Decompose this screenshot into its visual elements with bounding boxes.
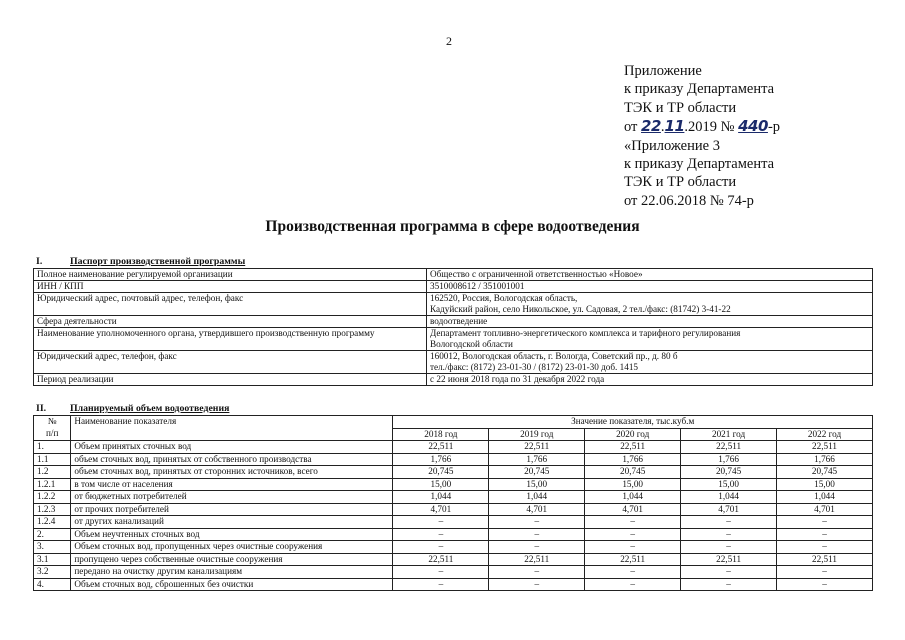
row-value: – — [681, 566, 777, 579]
table-row — [34, 466, 873, 479]
volume-table — [33, 415, 873, 591]
row-value: 20,745 — [777, 466, 873, 479]
passport-row — [34, 269, 873, 281]
row-value: 22,511 — [489, 441, 585, 454]
col-header-year: 2021 год — [681, 428, 777, 441]
row-value: – — [777, 578, 873, 591]
page-number: 2 — [446, 34, 452, 48]
row-value: – — [489, 566, 585, 579]
row-value: 22,511 — [681, 553, 777, 566]
row-value: 22,511 — [393, 441, 489, 454]
appendix-order-line: от 22.11.2019 № 440-р — [624, 117, 781, 136]
section-number: I. — [36, 256, 43, 267]
row-name: Объем сточных вод, пропущенных через очистные сооружения — [71, 541, 393, 554]
row-value: 22,511 — [393, 553, 489, 566]
section-number: II. — [36, 403, 47, 414]
passport-label: Период реализации — [34, 374, 427, 386]
passport-value — [427, 316, 873, 328]
row-value: 4,701 — [585, 503, 681, 516]
row-value: – — [393, 578, 489, 591]
row-name: в том числе от населения — [71, 478, 393, 491]
row-value: – — [393, 528, 489, 541]
passport-value — [427, 351, 873, 374]
order-suffix: -р — [767, 119, 781, 136]
passport-label: Сфера деятельности — [34, 316, 427, 328]
order-year: .2019 № — [684, 119, 735, 136]
passport-table — [33, 268, 873, 386]
row-number: 2. — [34, 528, 71, 541]
col-header-number — [34, 416, 71, 441]
row-number: 3.2 — [34, 566, 71, 579]
row-number: 1.2.3 — [34, 503, 71, 516]
row-value: – — [489, 528, 585, 541]
row-value: – — [489, 541, 585, 554]
passport-value-line: тел./факс: (8172) 23-01-30 / (8172) 23-01-30 доб. 1415 — [430, 362, 639, 372]
passport-value-line: 160012, Вологодская область, г. Вологда, Советский пр., д. 80 б — [430, 351, 678, 361]
table-row — [34, 578, 873, 591]
appendix-line: к приказу Департамента — [624, 81, 775, 98]
appendix-line: Приложение — [624, 63, 702, 79]
passport-row — [34, 374, 873, 386]
row-value: 22,511 — [681, 441, 777, 454]
row-name: Объем принятых сточных вод — [71, 441, 393, 454]
row-value: 15,00 — [489, 478, 585, 491]
passport-label: Юридический адрес, телефон, факс — [34, 351, 427, 374]
col-header-name: Наименование показателя — [71, 416, 393, 441]
row-name: от других канализаций — [71, 516, 393, 529]
row-value: 4,701 — [777, 503, 873, 516]
row-value: 15,00 — [777, 478, 873, 491]
row-value: – — [585, 566, 681, 579]
row-value: 1,766 — [393, 453, 489, 466]
row-value: – — [681, 516, 777, 529]
row-value: 15,00 — [393, 478, 489, 491]
table-row — [34, 528, 873, 541]
row-name: от прочих потребителей — [71, 503, 393, 516]
row-value: 22,511 — [777, 553, 873, 566]
row-name: объем сточных вод, принятых от собственного производства — [71, 453, 393, 466]
col-header-number-line: № — [47, 416, 57, 426]
row-value: 1,044 — [681, 491, 777, 504]
table-row — [34, 441, 873, 454]
row-value: 1,766 — [777, 453, 873, 466]
appendix-line: ТЭК и ТР области — [624, 99, 737, 116]
row-value: – — [777, 528, 873, 541]
row-value: 1,766 — [489, 453, 585, 466]
row-value: – — [393, 566, 489, 579]
row-value: 1,766 — [681, 453, 777, 466]
passport-value-line: Кадуйский район, село Никольское, ул. Садовая, 2 тел./факс: (81742) 3-41-22 — [430, 304, 731, 314]
row-value: 15,00 — [585, 478, 681, 491]
passport-value — [427, 281, 873, 293]
row-value: 20,745 — [681, 466, 777, 479]
table-row — [34, 553, 873, 566]
row-value: – — [393, 516, 489, 529]
row-value: – — [777, 516, 873, 529]
row-number: 4. — [34, 578, 71, 591]
passport-label: Полное наименование регулируемой организации — [34, 269, 427, 281]
passport-value-line: 162520, Россия, Вологодская область, — [430, 293, 578, 303]
row-name: Объем неучтенных сточных вод — [71, 528, 393, 541]
col-header-number-line: п/п — [45, 427, 59, 438]
row-value: 1,044 — [393, 491, 489, 504]
section-heading-volume — [36, 403, 229, 414]
col-header-year: 2022 год — [777, 428, 873, 441]
row-value: – — [585, 578, 681, 591]
row-value: 1,044 — [489, 491, 585, 504]
handwritten-order-number: 440 — [738, 117, 768, 136]
row-value: – — [489, 516, 585, 529]
row-value: – — [585, 541, 681, 554]
row-number: 1. — [34, 441, 71, 454]
row-value: 15,00 — [681, 478, 777, 491]
passport-value-line: с 22 июня 2018 года по 31 декабря 2022 года — [430, 374, 605, 384]
passport-label: ИНН / КПП — [34, 281, 427, 293]
table-row — [34, 491, 873, 504]
passport-value — [427, 328, 873, 351]
appendix-line: ТЭК и ТР области — [624, 174, 737, 191]
passport-label: Наименование уполномоченного органа, утвердившего производственную программу — [34, 328, 427, 351]
row-value: 1,044 — [585, 491, 681, 504]
table-row — [34, 566, 873, 579]
passport-row — [34, 316, 873, 328]
appendix-block — [624, 62, 780, 210]
table-row — [34, 503, 873, 516]
row-name: пропущено через собственные очистные сооружения — [71, 553, 393, 566]
handwritten-day: 22 — [641, 117, 661, 136]
row-value: – — [393, 541, 489, 554]
passport-row — [34, 281, 873, 293]
passport-value — [427, 269, 873, 281]
table-row — [34, 478, 873, 491]
row-number: 1.2 — [34, 466, 71, 479]
row-value: 4,701 — [393, 503, 489, 516]
row-value: – — [777, 566, 873, 579]
col-header-values: Значение показателя, тыс.куб.м — [393, 416, 873, 429]
row-value: – — [681, 541, 777, 554]
row-value: 4,701 — [489, 503, 585, 516]
passport-value — [427, 293, 873, 316]
appendix-line: к приказу Департамента — [624, 156, 775, 173]
row-value: 20,745 — [585, 466, 681, 479]
section-title: Паспорт производственной программы — [70, 256, 246, 267]
document-title: Производственная программа в сфере водоотведения — [265, 218, 640, 235]
passport-value-line: Общество с ограниченной ответственностью «Новое» — [430, 269, 643, 279]
col-header-year: 2018 год — [393, 428, 489, 441]
row-number: 1.2.4 — [34, 516, 71, 529]
passport-value-line: Вологодской области — [430, 339, 513, 349]
passport-row — [34, 293, 873, 316]
row-number: 3. — [34, 541, 71, 554]
row-number: 3.1 — [34, 553, 71, 566]
appendix-line: «Приложение 3 — [624, 137, 720, 154]
passport-value-line: Департамент топливно-энергетического комплекса и тарифного регулирования — [430, 328, 741, 338]
row-number: 1.1 — [34, 453, 71, 466]
row-value: – — [777, 541, 873, 554]
row-value: – — [489, 578, 585, 591]
passport-value-line: водоотведение — [430, 316, 488, 326]
row-value: 1,044 — [777, 491, 873, 504]
row-value: 22,511 — [585, 553, 681, 566]
handwritten-month: 11 — [664, 117, 685, 136]
row-name: объем сточных вод, принятых от сторонних источников, всего — [71, 466, 393, 479]
col-header-year: 2020 год — [585, 428, 681, 441]
table-row — [34, 453, 873, 466]
col-header-year: 2019 год — [489, 428, 585, 441]
passport-row — [34, 351, 873, 374]
order-prefix: от — [624, 119, 638, 136]
passport-value-line: 3510008612 / 351001001 — [430, 281, 525, 291]
section-heading-passport — [36, 256, 245, 267]
table-row — [34, 516, 873, 529]
row-value: – — [681, 528, 777, 541]
appendix-line: от 22.06.2018 № 74-р — [624, 192, 754, 209]
row-number: 1.2.2 — [34, 491, 71, 504]
row-name: Объем сточных вод, сброшенных без очистки — [71, 578, 393, 591]
row-value: – — [585, 528, 681, 541]
row-value: 22,511 — [585, 441, 681, 454]
row-value: 20,745 — [489, 466, 585, 479]
row-value: – — [585, 516, 681, 529]
passport-label: Юридический адрес, почтовый адрес, телефон, факс — [34, 293, 427, 316]
table-row — [34, 541, 873, 554]
row-value: 4,701 — [681, 503, 777, 516]
row-value: 20,745 — [393, 466, 489, 479]
row-value: 22,511 — [489, 553, 585, 566]
row-name: от бюджетных потребителей — [71, 491, 393, 504]
row-value: 1,766 — [585, 453, 681, 466]
row-value: – — [681, 578, 777, 591]
row-value: 22,511 — [777, 441, 873, 454]
passport-row — [34, 328, 873, 351]
section-title: Планируемый объем водоотведения — [70, 403, 230, 414]
passport-value — [427, 374, 873, 386]
row-number: 1.2.1 — [34, 478, 71, 491]
row-name: передано на очистку другим канализациям — [71, 566, 393, 579]
